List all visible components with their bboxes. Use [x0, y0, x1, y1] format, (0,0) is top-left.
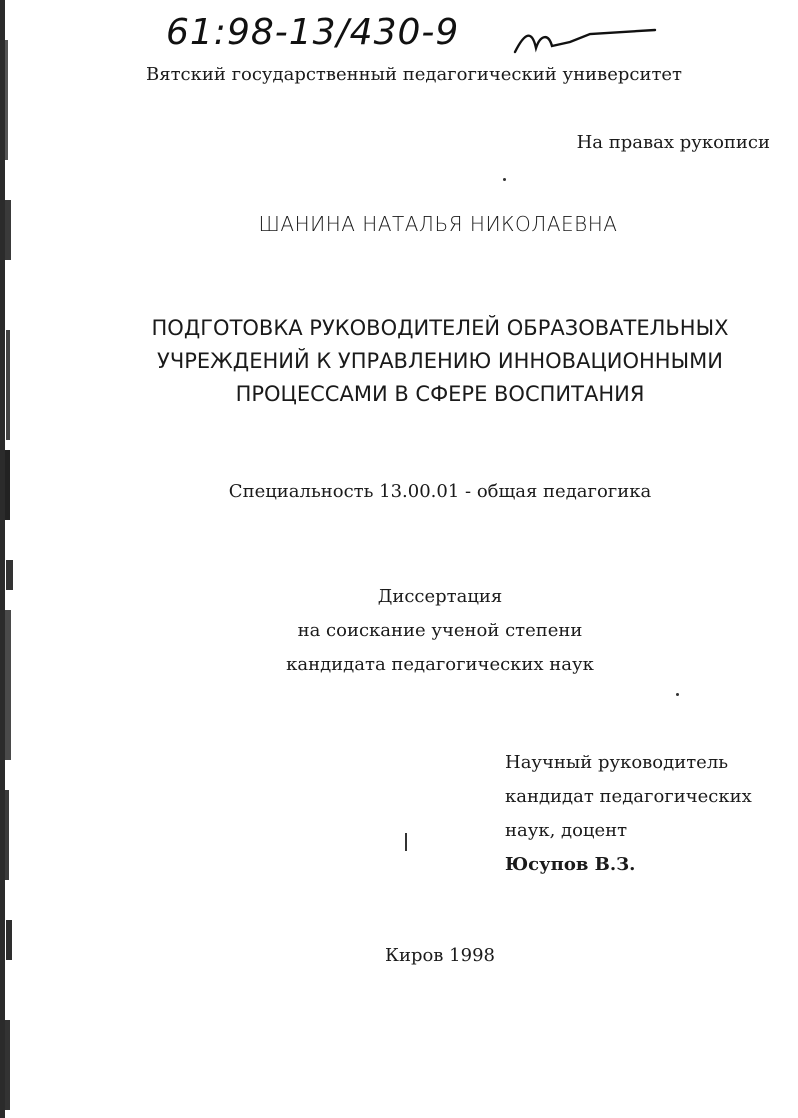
specialty-line: Специальность 13.00.01 - общая педагогика: [228, 481, 652, 502]
title-line: ПОДГОТОВКА РУКОВОДИТЕЛЕЙ ОБРАЗОВАТЕЛЬНЫХ: [151, 316, 729, 340]
dissertation-line: кандидата педагогических наук: [286, 654, 594, 675]
dissertation-line: Диссертация: [377, 586, 503, 607]
university-name: Вятский государственный педагогический университет: [145, 64, 683, 85]
author-name: ШАНИНА НАТАЛЬЯ НИКОЛАЕВНА: [258, 212, 618, 236]
handwritten-code-text: 61:98-13/430-9: [166, 12, 460, 53]
dissertation-line: на соискание ученой степени: [297, 620, 583, 641]
title-line: УЧРЕЖДЕНИЙ К УПРАВЛЕНИЮ ИННОВАЦИОННЫМИ: [157, 349, 723, 373]
speck: [503, 178, 506, 181]
dissertation-title: [0, 312, 798, 411]
handwritten-catalog-code: [160, 10, 660, 70]
stray-mark: [405, 833, 407, 851]
rights-notice: На правах рукописи: [576, 132, 770, 153]
title-line: ПРОЦЕССАМИ В СФЕРЕ ВОСПИТАНИЯ: [235, 382, 645, 406]
supervisor-name: Юсупов В.З.: [505, 854, 636, 875]
speck: [676, 693, 679, 696]
supervisor-degree: кандидат педагогических: [505, 786, 752, 807]
supervisor-role: Научный руководитель: [505, 752, 729, 773]
supervisor-degree: наук, доцент: [505, 820, 628, 841]
supervisor-block: [505, 746, 752, 882]
signature-scribble: [510, 22, 660, 62]
dissertation-type: [0, 580, 798, 682]
city-year: Киров 1998: [385, 945, 495, 966]
